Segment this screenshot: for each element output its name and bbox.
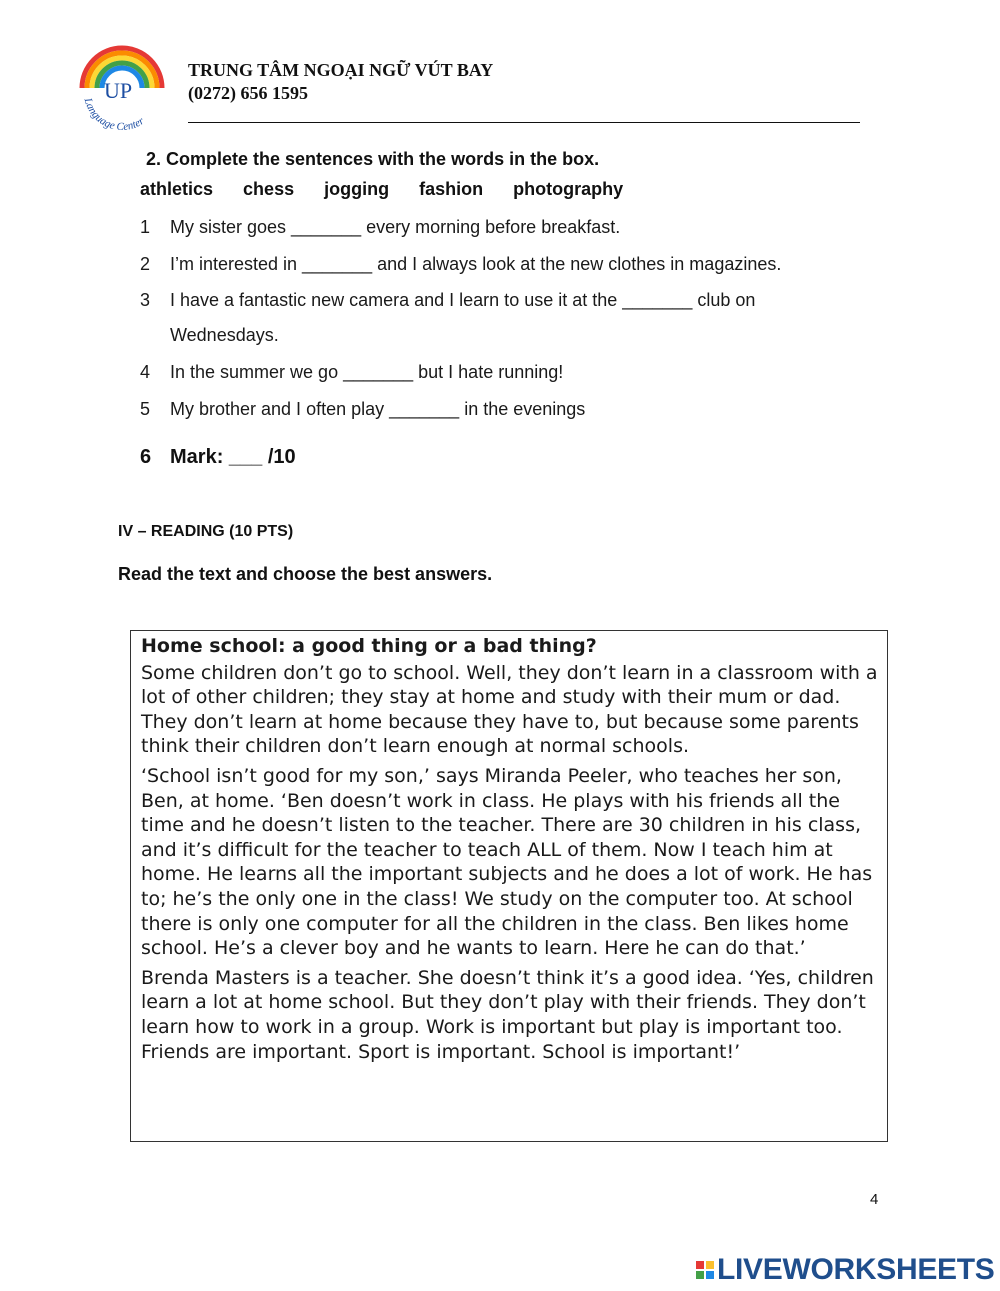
question-number: 2 — [140, 254, 151, 274]
question-text-continuation: Wednesdays. — [170, 325, 279, 345]
reading-instruction: Read the text and choose the best answers. — [118, 564, 493, 584]
brand-block — [706, 1261, 714, 1269]
question-number: 1 — [140, 217, 151, 237]
word-bank — [140, 179, 648, 200]
question-text: I have a fantastic new camera and I learn to use it at the _______ club on — [170, 290, 756, 310]
page-number: 4 — [870, 1191, 879, 1208]
question-item — [140, 290, 755, 311]
passage-title: Home school: a good thing or a bad thing? — [141, 635, 597, 657]
header-divider — [188, 122, 860, 123]
question-number: 5 — [140, 399, 151, 419]
word-bank-item: chess — [243, 179, 295, 199]
question-text: My brother and I often play _______ in the evenings — [170, 399, 586, 419]
reading-passage-box — [130, 630, 888, 1142]
question-number: 4 — [140, 362, 151, 382]
liveworksheets-blocks-icon — [696, 1261, 714, 1279]
question-item — [140, 399, 585, 420]
question-item — [140, 362, 563, 383]
question-text: In the summer we go _______ but I hate running! — [170, 362, 564, 382]
brand-block — [706, 1271, 714, 1279]
brand-block — [696, 1261, 704, 1269]
center-name: TRUNG TÂM NGOẠI NGỮ VÚT BAY — [188, 60, 494, 80]
section-title: IV – READING (10 PTS) — [118, 523, 294, 540]
brand-block — [696, 1271, 704, 1279]
center-phone: (0272) 656 1595 — [188, 83, 308, 103]
svg-text:Language Center: Language Center — [81, 96, 147, 132]
question-number: 3 — [140, 290, 151, 310]
word-bank-item: athletics — [140, 179, 214, 199]
question-item — [140, 217, 620, 238]
question-text: My sister goes _______ every morning before breakfast. — [170, 217, 621, 237]
passage-paragraph: Brenda Masters is a teacher. She doesn’t think it’s a good idea. ‘Yes, children learn a lot at home school. But they don’t play with their friends. They don’t learn how to work in a group. Work is important but play is important too. Friends are important. Sport is important. School is important!’ — [141, 966, 874, 1063]
svg-text:UP: UP — [104, 78, 133, 103]
word-bank-item: photography — [513, 179, 624, 199]
mark-line — [140, 446, 296, 469]
mark-number: 6 — [140, 446, 152, 468]
word-bank-item: fashion — [419, 179, 484, 199]
exercise-title: 2. Complete the sentences with the words in the box. — [146, 149, 600, 169]
passage-paragraph: Some children don’t go to school. Well, they don’t learn in a classroom with a lot of other children; they stay at home and study with their mum or dad. They don’t learn at home because they have to, but because some parents think their children don’t learn enough at normal schools. — [141, 661, 878, 758]
liveworksheets-logo — [696, 1254, 995, 1286]
liveworksheets-brand-text: LIVEWORKSHEETS — [717, 1253, 995, 1286]
word-bank-item: jogging — [324, 179, 390, 199]
passage-paragraph: ‘School isn’t good for my son,’ says Miranda Peeler, who teaches her son, Ben, at home. ‘Ben doesn’t work in class. He plays with his friends all the time and he doesn’t listen to the teacher. There are 30 children in his class, and it’s difficult for the teacher to teach ALL of them. Now I teach him at home. He learns all the important subjects and he does a lot of work. He has to; he’s the only one in the class! We study on the computer too. At school there is only one computer for all the children in the class. Ben likes home school. He’s a clever boy and he wants to learn. Here he can do that.’ — [141, 764, 873, 960]
question-item — [140, 254, 781, 275]
mark-text: Mark: ___ /10 — [170, 446, 296, 468]
language-center-logo — [74, 36, 170, 132]
question-text: I’m interested in _______ and I always look at the new clothes in magazines. — [170, 254, 782, 274]
